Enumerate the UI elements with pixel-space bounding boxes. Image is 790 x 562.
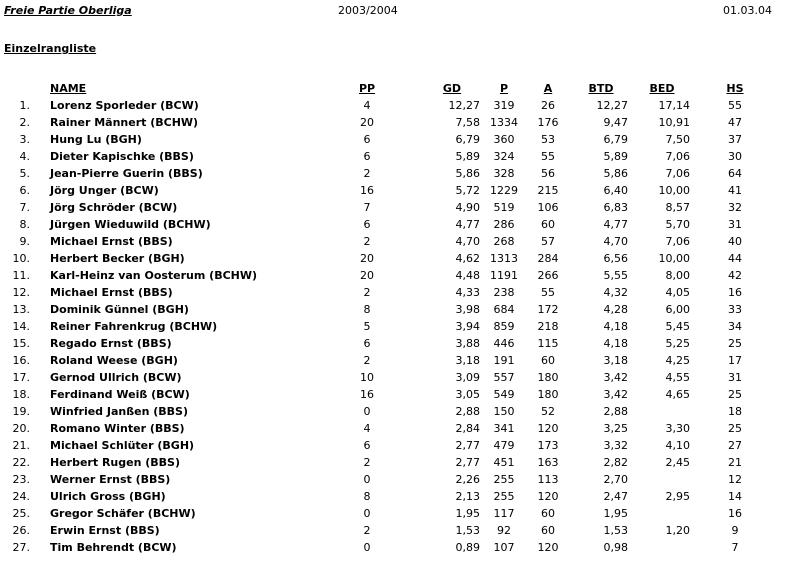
gd-value: 1,95 [455,507,480,520]
rank-cell: 9. [19,235,30,248]
p-value: 150 [493,405,515,418]
gd-value: 4,77 [455,218,480,231]
table-row [0,250,780,267]
a-value: 172 [537,303,559,316]
pp-value: 7 [363,201,371,214]
a-value: 57 [541,235,555,248]
player-name: Tim Behrendt (BCW) [50,541,177,554]
gd-value: 2,77 [455,439,480,452]
btd-value: 6,56 [603,252,628,265]
gd-value: 3,98 [455,303,480,316]
pp-value: 0 [363,473,371,486]
rank-cell: 1. [19,99,30,112]
hs-value: 42 [728,269,742,282]
player-name: Reiner Fahrenkrug (BCHW) [50,320,218,333]
hs-value: 33 [728,303,742,316]
hs-value: 44 [728,252,742,265]
table-row [0,369,780,386]
bed-value: 10,00 [658,252,690,265]
bed-value: 4,25 [665,354,690,367]
gd-value: 2,84 [455,422,480,435]
player-name: Regado Ernst (BBS) [50,337,172,350]
hs-value: 32 [728,201,742,214]
rank-cell: 18. [12,388,30,401]
pp-value: 20 [360,269,374,282]
a-value: 173 [537,439,559,452]
table-row [0,335,780,352]
hs-value: 7 [731,541,739,554]
btd-value: 2,82 [603,456,628,469]
player-name: Roland Weese (BGH) [50,354,178,367]
p-value: 191 [493,354,515,367]
pp-value: 0 [363,405,371,418]
gd-value: 0,89 [455,541,480,554]
p-value: 684 [493,303,515,316]
player-name: Hung Lu (BGH) [50,133,142,146]
pp-value: 6 [363,218,371,231]
btd-value: 2,47 [603,490,628,503]
p-value: 328 [493,167,515,180]
player-name: Karl-Heinz van Oosterum (BCHW) [50,269,258,282]
pp-value: 5 [363,320,371,333]
btd-value: 6,79 [603,133,628,146]
table-row [0,454,780,471]
header-gd: GD [442,82,462,95]
hs-value: 34 [728,320,742,333]
hs-value: 40 [728,235,742,248]
pp-value: 2 [363,354,371,367]
rank-cell: 17. [12,371,30,384]
btd-value: 3,42 [603,371,628,384]
table-row [0,522,780,539]
gd-value: 3,18 [455,354,480,367]
player-name: Romano Winter (BBS) [50,422,185,435]
gd-value: 5,89 [455,150,480,163]
player-name: Michael Schlüter (BGH) [50,439,195,452]
a-value: 120 [537,490,559,503]
player-name: Werner Ernst (BBS) [50,473,171,486]
gd-value: 3,94 [455,320,480,333]
btd-value: 12,27 [596,99,628,112]
rank-cell: 26. [12,524,30,537]
p-value: 268 [493,235,515,248]
pp-value: 6 [363,439,371,452]
p-value: 557 [493,371,515,384]
gd-value: 2,13 [455,490,480,503]
p-value: 549 [493,388,515,401]
rank-cell: 13. [12,303,30,316]
rank-cell: 14. [12,320,30,333]
p-value: 859 [493,320,515,333]
btd-value: 3,42 [603,388,628,401]
a-value: 60 [541,524,555,537]
bed-value: 4,10 [665,439,690,452]
player-name: Gregor Schäfer (BCHW) [50,507,196,520]
hs-value: 25 [728,388,742,401]
bed-value: 5,25 [665,337,690,350]
rank-cell: 3. [19,133,30,146]
gd-value: 2,26 [455,473,480,486]
season-label: 2003/2004 [338,4,398,17]
pp-value: 8 [363,490,371,503]
p-value: 341 [493,422,515,435]
pp-value: 2 [363,524,371,537]
hs-value: 27 [728,439,742,452]
pp-value: 10 [360,371,374,384]
bed-value: 7,06 [665,235,690,248]
pp-value: 4 [363,422,371,435]
table-row [0,301,780,318]
bed-value [634,471,690,488]
player-name: Michael Ernst (BBS) [50,235,173,248]
rank-cell: 12. [12,286,30,299]
table-row [0,182,780,199]
player-name: Rainer Männert (BCHW) [50,116,199,129]
btd-value: 5,55 [603,269,628,282]
a-value: 176 [537,116,559,129]
player-name: Jörg Unger (BCW) [50,184,159,197]
btd-value: 4,28 [603,303,628,316]
table-row [0,505,780,522]
table-row [0,403,780,420]
hs-value: 12 [728,473,742,486]
table-row [0,233,780,250]
p-value: 92 [497,524,511,537]
hs-value: 16 [728,286,742,299]
bed-value: 4,05 [665,286,690,299]
a-value: 52 [541,405,555,418]
p-value: 286 [493,218,515,231]
p-value: 1191 [490,269,518,282]
header-p: P [499,82,509,95]
hs-value: 25 [728,337,742,350]
pp-value: 20 [360,252,374,265]
player-name: Dieter Kapischke (BBS) [50,150,194,163]
btd-value: 5,86 [603,167,628,180]
hs-value: 18 [728,405,742,418]
bed-value: 2,45 [665,456,690,469]
bed-value: 7,50 [665,133,690,146]
a-value: 55 [541,286,555,299]
bed-value: 7,06 [665,167,690,180]
a-value: 55 [541,150,555,163]
a-value: 60 [541,218,555,231]
rank-cell: 20. [12,422,30,435]
player-name: Jürgen Wieduwild (BCHW) [50,218,211,231]
hs-value: 16 [728,507,742,520]
gd-value: 5,72 [455,184,480,197]
player-name: Herbert Rugen (BBS) [50,456,180,469]
bed-value: 10,00 [658,184,690,197]
bed-value: 4,65 [665,388,690,401]
rank-cell: 7. [19,201,30,214]
hs-value: 47 [728,116,742,129]
bed-value: 2,95 [665,490,690,503]
header-rank [0,80,50,97]
ranking-table [0,80,780,556]
a-value: 284 [537,252,559,265]
pp-value: 2 [363,235,371,248]
hs-value: 25 [728,422,742,435]
gd-value: 6,79 [455,133,480,146]
a-value: 120 [537,422,559,435]
p-value: 117 [493,507,515,520]
bed-value: 17,14 [658,99,690,112]
bed-value: 7,06 [665,150,690,163]
btd-value: 4,18 [603,320,628,333]
bed-value [634,403,690,420]
pp-value: 6 [363,150,371,163]
a-value: 163 [537,456,559,469]
gd-value: 2,88 [455,405,480,418]
a-value: 113 [537,473,559,486]
table-row [0,437,780,454]
gd-value: 12,27 [448,99,480,112]
btd-value: 6,83 [603,201,628,214]
btd-value: 9,47 [603,116,628,129]
gd-value: 2,77 [455,456,480,469]
bed-value: 10,91 [658,116,690,129]
pp-value: 2 [363,167,371,180]
table-row [0,471,780,488]
table-row [0,199,780,216]
player-name: Winfried Janßen (BBS) [50,405,189,418]
rank-cell: 11. [12,269,30,282]
bed-value [634,505,690,522]
p-value: 451 [493,456,515,469]
rank-cell: 22. [12,456,30,469]
btd-value: 3,18 [603,354,628,367]
rank-cell: 8. [19,218,30,231]
a-value: 56 [541,167,555,180]
gd-value: 4,48 [455,269,480,282]
header-name: NAME [50,82,87,95]
p-value: 446 [493,337,515,350]
p-value: 360 [493,133,515,146]
player-name: Dominik Günnel (BGH) [50,303,189,316]
rank-cell: 16. [12,354,30,367]
hs-value: 31 [728,371,742,384]
table-row [0,165,780,182]
p-value: 479 [493,439,515,452]
hs-value: 30 [728,150,742,163]
header-pp: PP [358,82,376,95]
hs-value: 14 [728,490,742,503]
p-value: 1334 [490,116,518,129]
rank-cell: 5. [19,167,30,180]
btd-value: 6,40 [603,184,628,197]
header-a: A [543,82,553,95]
btd-value: 0,98 [603,541,628,554]
rank-cell: 23. [12,473,30,486]
date-label: 01.03.04 [723,4,772,17]
table-body [0,97,780,556]
bed-value: 6,00 [665,303,690,316]
gd-value: 4,70 [455,235,480,248]
gd-value: 4,33 [455,286,480,299]
hs-value: 21 [728,456,742,469]
gd-value: 3,05 [455,388,480,401]
hs-value: 64 [728,167,742,180]
pp-value: 2 [363,286,371,299]
player-name: Ferdinand Weiß (BCW) [50,388,190,401]
p-value: 255 [493,490,515,503]
hs-value: 31 [728,218,742,231]
hs-value: 55 [728,99,742,112]
pp-value: 4 [363,99,371,112]
a-value: 106 [537,201,559,214]
gd-value: 4,90 [455,201,480,214]
player-name: Ulrich Gross (BGH) [50,490,166,503]
rank-cell: 24. [12,490,30,503]
table-row [0,97,780,114]
btd-value: 2,70 [603,473,628,486]
header-bed: BED [649,82,675,95]
bed-value: 8,57 [665,201,690,214]
rank-cell: 2. [19,116,30,129]
p-value: 1229 [490,184,518,197]
btd-value: 4,32 [603,286,628,299]
btd-value: 4,77 [603,218,628,231]
gd-value: 3,09 [455,371,480,384]
rank-cell: 19. [12,405,30,418]
table-row [0,131,780,148]
bed-value: 5,45 [665,320,690,333]
btd-value: 2,88 [603,405,628,418]
pp-value: 6 [363,337,371,350]
table-row [0,420,780,437]
player-name: Erwin Ernst (BBS) [50,524,160,537]
table-row [0,114,780,131]
btd-value: 1,53 [603,524,628,537]
gd-value: 3,88 [455,337,480,350]
header-hs: HS [726,82,744,95]
rank-cell: 27. [12,541,30,554]
pp-value: 20 [360,116,374,129]
bed-value: 8,00 [665,269,690,282]
pp-value: 16 [360,388,374,401]
rank-cell: 21. [12,439,30,452]
p-value: 319 [493,99,515,112]
player-name: Herbert Becker (BGH) [50,252,185,265]
a-value: 120 [537,541,559,554]
a-value: 266 [537,269,559,282]
section-title: Einzelrangliste [4,42,97,55]
hs-value: 9 [731,524,739,537]
gd-value: 5,86 [455,167,480,180]
btd-value: 3,25 [603,422,628,435]
gd-value: 7,58 [455,116,480,129]
p-value: 255 [493,473,515,486]
a-value: 218 [537,320,559,333]
pp-value: 2 [363,456,371,469]
rank-cell: 6. [19,184,30,197]
pp-value: 0 [363,507,371,520]
btd-value: 3,32 [603,439,628,452]
rank-cell: 25. [12,507,30,520]
table-row [0,284,780,301]
p-value: 1313 [490,252,518,265]
player-name: Jean-Pierre Guerin (BBS) [50,167,203,180]
table-row [0,148,780,165]
hs-value: 37 [728,133,742,146]
a-value: 215 [537,184,559,197]
player-name: Gernod Ullrich (BCW) [50,371,182,384]
gd-value: 4,62 [455,252,480,265]
table-row [0,488,780,505]
pp-value: 0 [363,541,371,554]
player-name: Lorenz Sporleder (BCW) [50,99,199,112]
table-row [0,267,780,284]
a-value: 60 [541,354,555,367]
pp-value: 8 [363,303,371,316]
player-name: Michael Ernst (BBS) [50,286,173,299]
btd-value: 5,89 [603,150,628,163]
table-row [0,352,780,369]
a-value: 53 [541,133,555,146]
table-row [0,318,780,335]
a-value: 60 [541,507,555,520]
document-title: Freie Partie Oberliga [4,4,132,17]
btd-value: 4,18 [603,337,628,350]
a-value: 180 [537,371,559,384]
btd-value: 4,70 [603,235,628,248]
gd-value: 1,53 [455,524,480,537]
bed-value: 4,55 [665,371,690,384]
pp-value: 6 [363,133,371,146]
bed-value [634,539,690,556]
p-value: 238 [493,286,515,299]
rank-cell: 10. [12,252,30,265]
hs-value: 41 [728,184,742,197]
a-value: 26 [541,99,555,112]
table-header-row [0,80,780,97]
rank-cell: 15. [12,337,30,350]
bed-value: 5,70 [665,218,690,231]
bed-value: 1,20 [665,524,690,537]
table-row [0,216,780,233]
p-value: 324 [493,150,515,163]
header-btd: BTD [588,82,614,95]
a-value: 115 [537,337,559,350]
a-value: 180 [537,388,559,401]
table-row [0,386,780,403]
rank-cell: 4. [19,150,30,163]
bed-value: 3,30 [665,422,690,435]
p-value: 107 [493,541,515,554]
hs-value: 17 [728,354,742,367]
p-value: 519 [493,201,515,214]
table-row [0,539,780,556]
pp-value: 16 [360,184,374,197]
player-name: Jörg Schröder (BCW) [50,201,178,214]
btd-value: 1,95 [603,507,628,520]
